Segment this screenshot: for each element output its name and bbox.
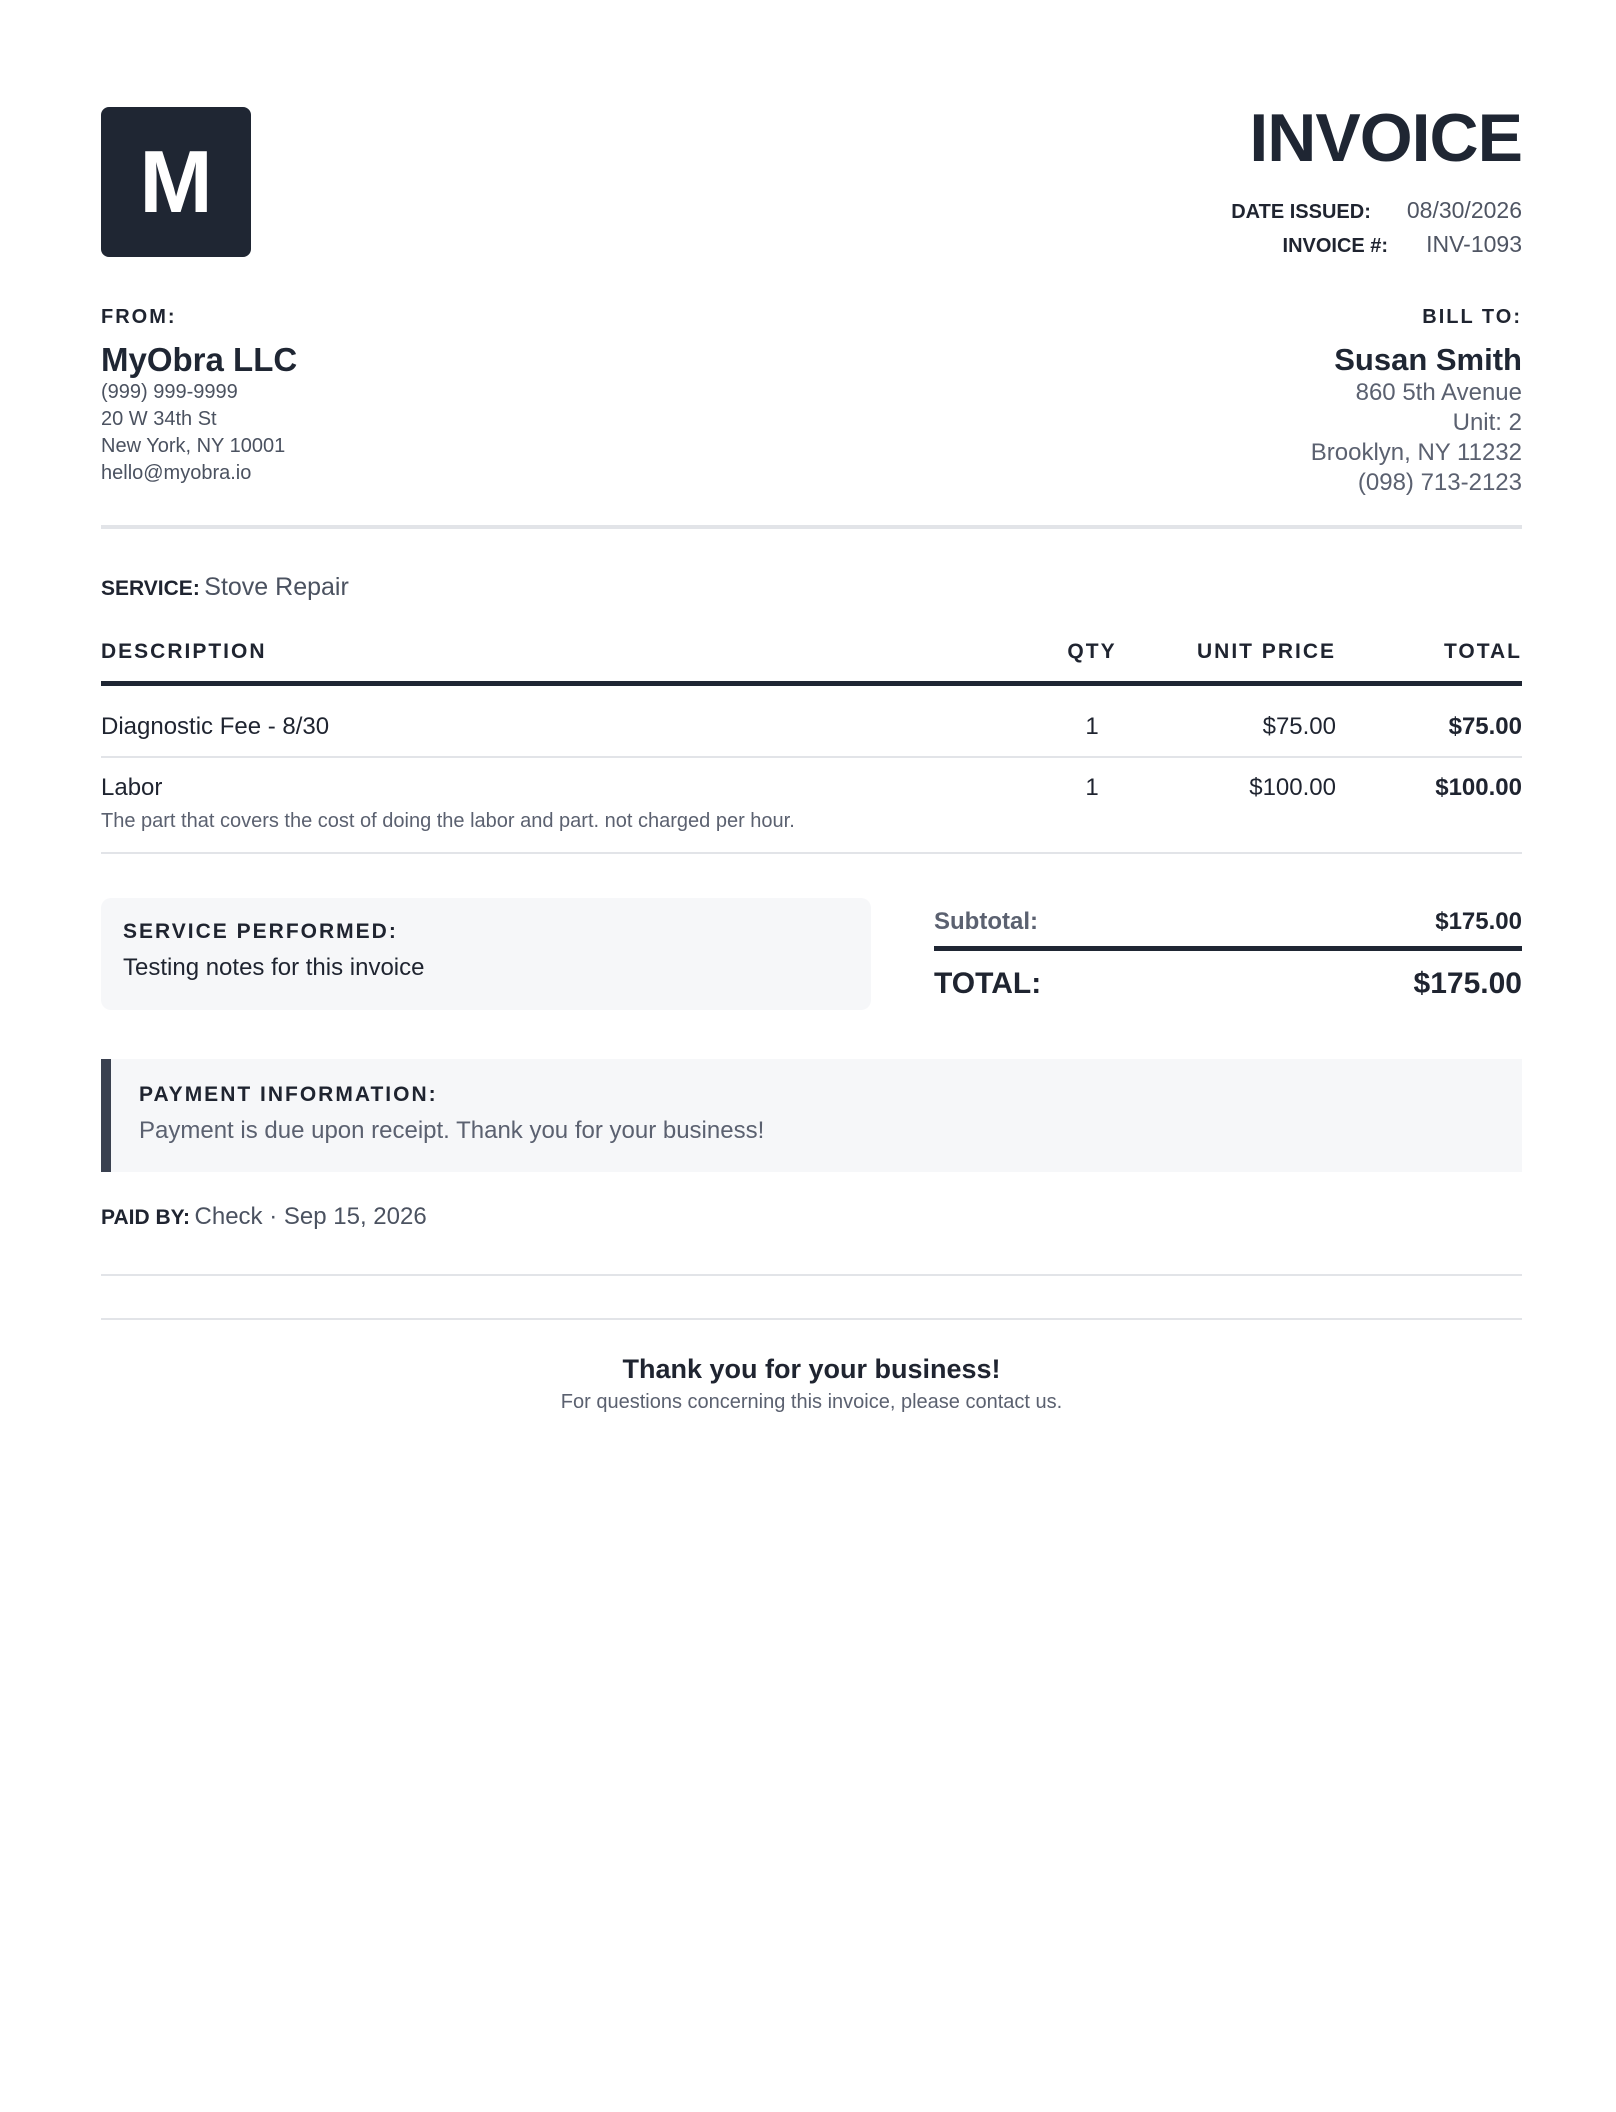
row-total: $75.00 [1448,713,1522,740]
grand-total-row [934,951,1522,1001]
invoice-title: INVOICE [1249,100,1522,176]
row-description: Diagnostic Fee - 8/30 [101,713,330,740]
payment-information-panel [101,1059,1522,1172]
date-issued-row [1231,197,1522,231]
row-note: The part that covers the cost of doing the labor and part. not charged per hour. [101,810,795,832]
row-unit-price: $100.00 [1249,774,1336,801]
subtotal-row [934,904,1522,946]
date-issued-value: 08/30/2026 [1406,197,1522,223]
table-bottom-divider [101,852,1522,854]
service-performed-panel [101,898,871,1010]
column-header-unit-price: UNIT PRICE [1196,640,1336,663]
logo-letter: M [139,132,213,231]
row-qty: 1 [1085,774,1099,801]
grand-total-label: TOTAL: [934,967,1042,1000]
payment-information-label: PAYMENT INFORMATION: [139,1083,438,1106]
totals-block [934,904,1522,1001]
footer-divider-upper [101,1274,1522,1276]
footer-thanks: Thank you for your business! [622,1354,1001,1384]
bill-to-unit: Unit: 2 [1452,408,1522,436]
subtotal-label: Subtotal: [934,908,1038,935]
company-logo [101,107,251,257]
service-performed-label: SERVICE PERFORMED: [123,920,398,943]
footer-divider-lower [101,1318,1522,1320]
service-value: Stove Repair [204,573,349,601]
from-company: MyObra LLC [101,341,298,378]
payment-information-text: Payment is due upon receipt. Thank you for your business! [139,1117,765,1144]
from-email: hello@myobra.io [101,461,252,484]
from-street: 20 W 34th St [101,407,217,430]
footer [101,1354,1522,1414]
invoice-meta [1231,197,1522,265]
header-divider [101,525,1522,529]
paid-by-value: Check · Sep 15, 2026 [194,1203,427,1230]
bill-to-label: BILL TO: [1422,306,1522,328]
from-city: New York, NY 10001 [101,434,286,457]
invoice-number-label: INVOICE #: [1282,235,1389,257]
bill-to-street: 860 5th Avenue [1355,378,1522,406]
column-header-description: DESCRIPTION [101,640,267,663]
footer-note: For questions concerning this invoice, please contact us. [560,1391,1063,1413]
row-description: Labor [101,774,163,801]
bill-to-city: Brooklyn, NY 11232 [1310,438,1522,466]
grand-total-value: $175.00 [1413,967,1522,1000]
subtotal-value: $175.00 [1435,908,1522,935]
column-header-total: TOTAL [1443,640,1522,663]
date-issued-label: DATE ISSUED: [1231,201,1371,223]
items-table-header [101,640,1522,684]
table-header-rule [101,681,1522,686]
from-block [101,306,297,487]
bill-to-block [1311,306,1522,498]
column-header-qty: QTY [1067,640,1117,663]
row-qty: 1 [1085,713,1099,740]
invoice-number-value: INV-1093 [1426,231,1522,257]
row-divider [101,756,1522,758]
from-label: FROM: [101,306,177,328]
bill-to-phone: (098) 713-2123 [1357,468,1522,496]
bill-to-name: Susan Smith [1334,342,1522,377]
service-line [101,573,349,602]
from-phone: (999) 999-9999 [101,380,238,403]
row-total: $100.00 [1435,774,1522,801]
paid-by-label: PAID BY: [101,1206,191,1229]
service-performed-text: Testing notes for this invoice [123,954,425,981]
service-label: SERVICE: [101,577,200,600]
invoice-number-row [1231,231,1522,265]
row-unit-price: $75.00 [1262,713,1336,740]
paid-by-line [101,1203,427,1231]
